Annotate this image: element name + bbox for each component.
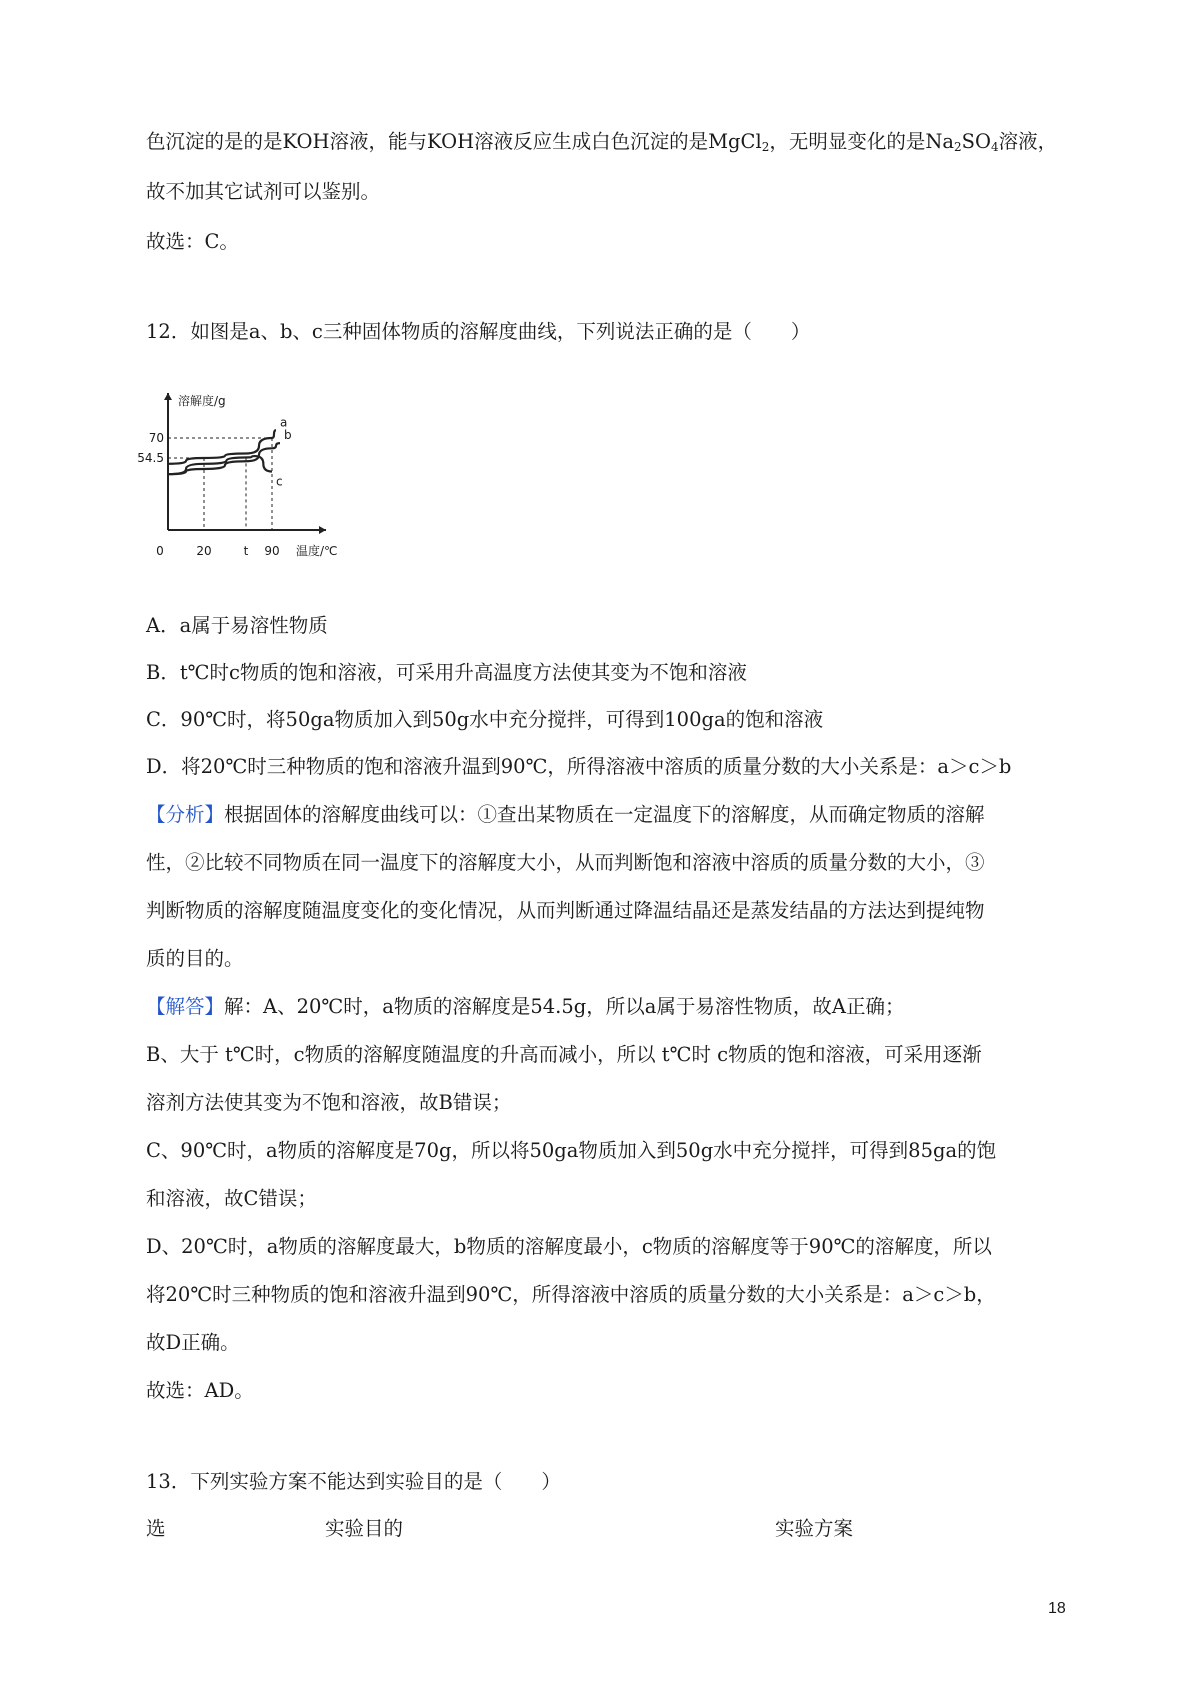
series-label-c: c — [276, 474, 283, 489]
answer-line-8: 故D正确。 — [146, 1331, 240, 1354]
option-a: A．a属于易溶性物质 — [146, 614, 328, 637]
question-12-stem: 12．如图是a、b、c三种固体物质的溶解度曲线，下列说法正确的是（ ） — [146, 320, 811, 343]
page-number: 18 — [1048, 1600, 1066, 1617]
analysis-line-3: 判断物质的溶解度随温度变化的变化情况，从而判断通过降温结晶还是蒸发结晶的方法达到提纯物 — [146, 899, 985, 922]
x-axis-arrow — [319, 526, 326, 534]
analysis-line-2: 性，②比较不同物质在同一温度下的溶解度大小，从而判断饱和溶液中溶质的质量分数的大小，③ — [146, 851, 985, 874]
prev-choice: 故选：C。 — [146, 230, 239, 253]
y-axis-label: 溶解度/g — [178, 394, 226, 408]
analysis-line-4: 质的目的。 — [146, 947, 244, 970]
question-13-stem: 13．下列实验方案不能达到实验目的是（ ） — [146, 1470, 561, 1493]
table-header-purpose: 实验目的 — [325, 1517, 404, 1540]
answer-line-4: C、90℃时，a物质的溶解度是70g，所以将50ga物质加入到50g水中充分搅拌，可得到85ga的饱 — [146, 1139, 997, 1162]
answer-tag: 【解答】 — [146, 995, 225, 1018]
series-line-a — [168, 430, 276, 464]
prev-answer-line-1: 色沉淀的是的是KOH溶液，能与KOH溶液反应生成白色沉淀的是MgCl$_2$，无明显变化的是$Na_2SO_4$溶液， — [146, 130, 1058, 154]
answer-line-1: 【解答】解：A、20℃时，a物质的溶解度是54.5g，所以a属于易溶性物质，故A正确； — [146, 995, 905, 1018]
y-axis-arrow — [164, 393, 172, 400]
option-b: B．t℃时c物质的饱和溶液，可采用升高温度方法使其变为不饱和溶液 — [146, 661, 747, 684]
solubility-chart — [137, 388, 386, 588]
x-tick-label: 20 — [196, 544, 212, 558]
answer-line-2: B、大于 t℃时，c物质的溶解度随温度的升高而减小，所以 t℃时 c物质的饱和溶液，可采用逐渐 — [146, 1043, 982, 1066]
answer-choice: 故选：AD。 — [146, 1379, 254, 1402]
series-label-b: b — [284, 428, 292, 443]
answer-line-5: 和溶液，故C错误； — [146, 1187, 317, 1210]
x-axis-label: 温度/℃ — [296, 544, 338, 558]
answer-line-6: D、20℃时，a物质的溶解度最大，b物质的溶解度最小，c物质的溶解度等于90℃的溶解度，所以 — [146, 1235, 992, 1258]
y-tick-label: 54.5 — [137, 451, 164, 465]
x-tick-label: t — [243, 544, 249, 558]
answer-line-3: 溶剂方法使其变为不饱和溶液，故B错误； — [146, 1091, 512, 1114]
analysis-line-1: 【分析】根据固体的溶解度曲线可以：①查出某物质在一定温度下的溶解度，从而确定物质的溶解 — [146, 803, 985, 826]
prev-answer-line-2: 故不加其它试剂可以鉴别。 — [146, 180, 381, 203]
table-header-option: 选 — [146, 1517, 166, 1540]
y-tick-label: 70 — [148, 431, 164, 445]
option-c: C．90℃时，将50ga物质加入到50g水中充分搅拌，可得到100ga的饱和溶液 — [146, 708, 824, 731]
answer-line-7: 将20℃时三种物质的饱和溶液升温到90℃，所得溶液中溶质的质量分数的大小关系是：a＞c＞b， — [146, 1283, 996, 1306]
analysis-tag: 【分析】 — [146, 803, 225, 826]
x-tick-label: 90 — [264, 544, 280, 558]
solubility-chart-svg — [137, 388, 386, 588]
series-label-a: a — [280, 415, 288, 430]
table-header-plan: 实验方案 — [775, 1517, 854, 1540]
option-d: D．将20℃时三种物质的饱和溶液升温到90℃，所得溶液中溶质的质量分数的大小关系是：a＞c＞b — [146, 755, 1012, 778]
x-tick-label: 0 — [156, 544, 164, 558]
